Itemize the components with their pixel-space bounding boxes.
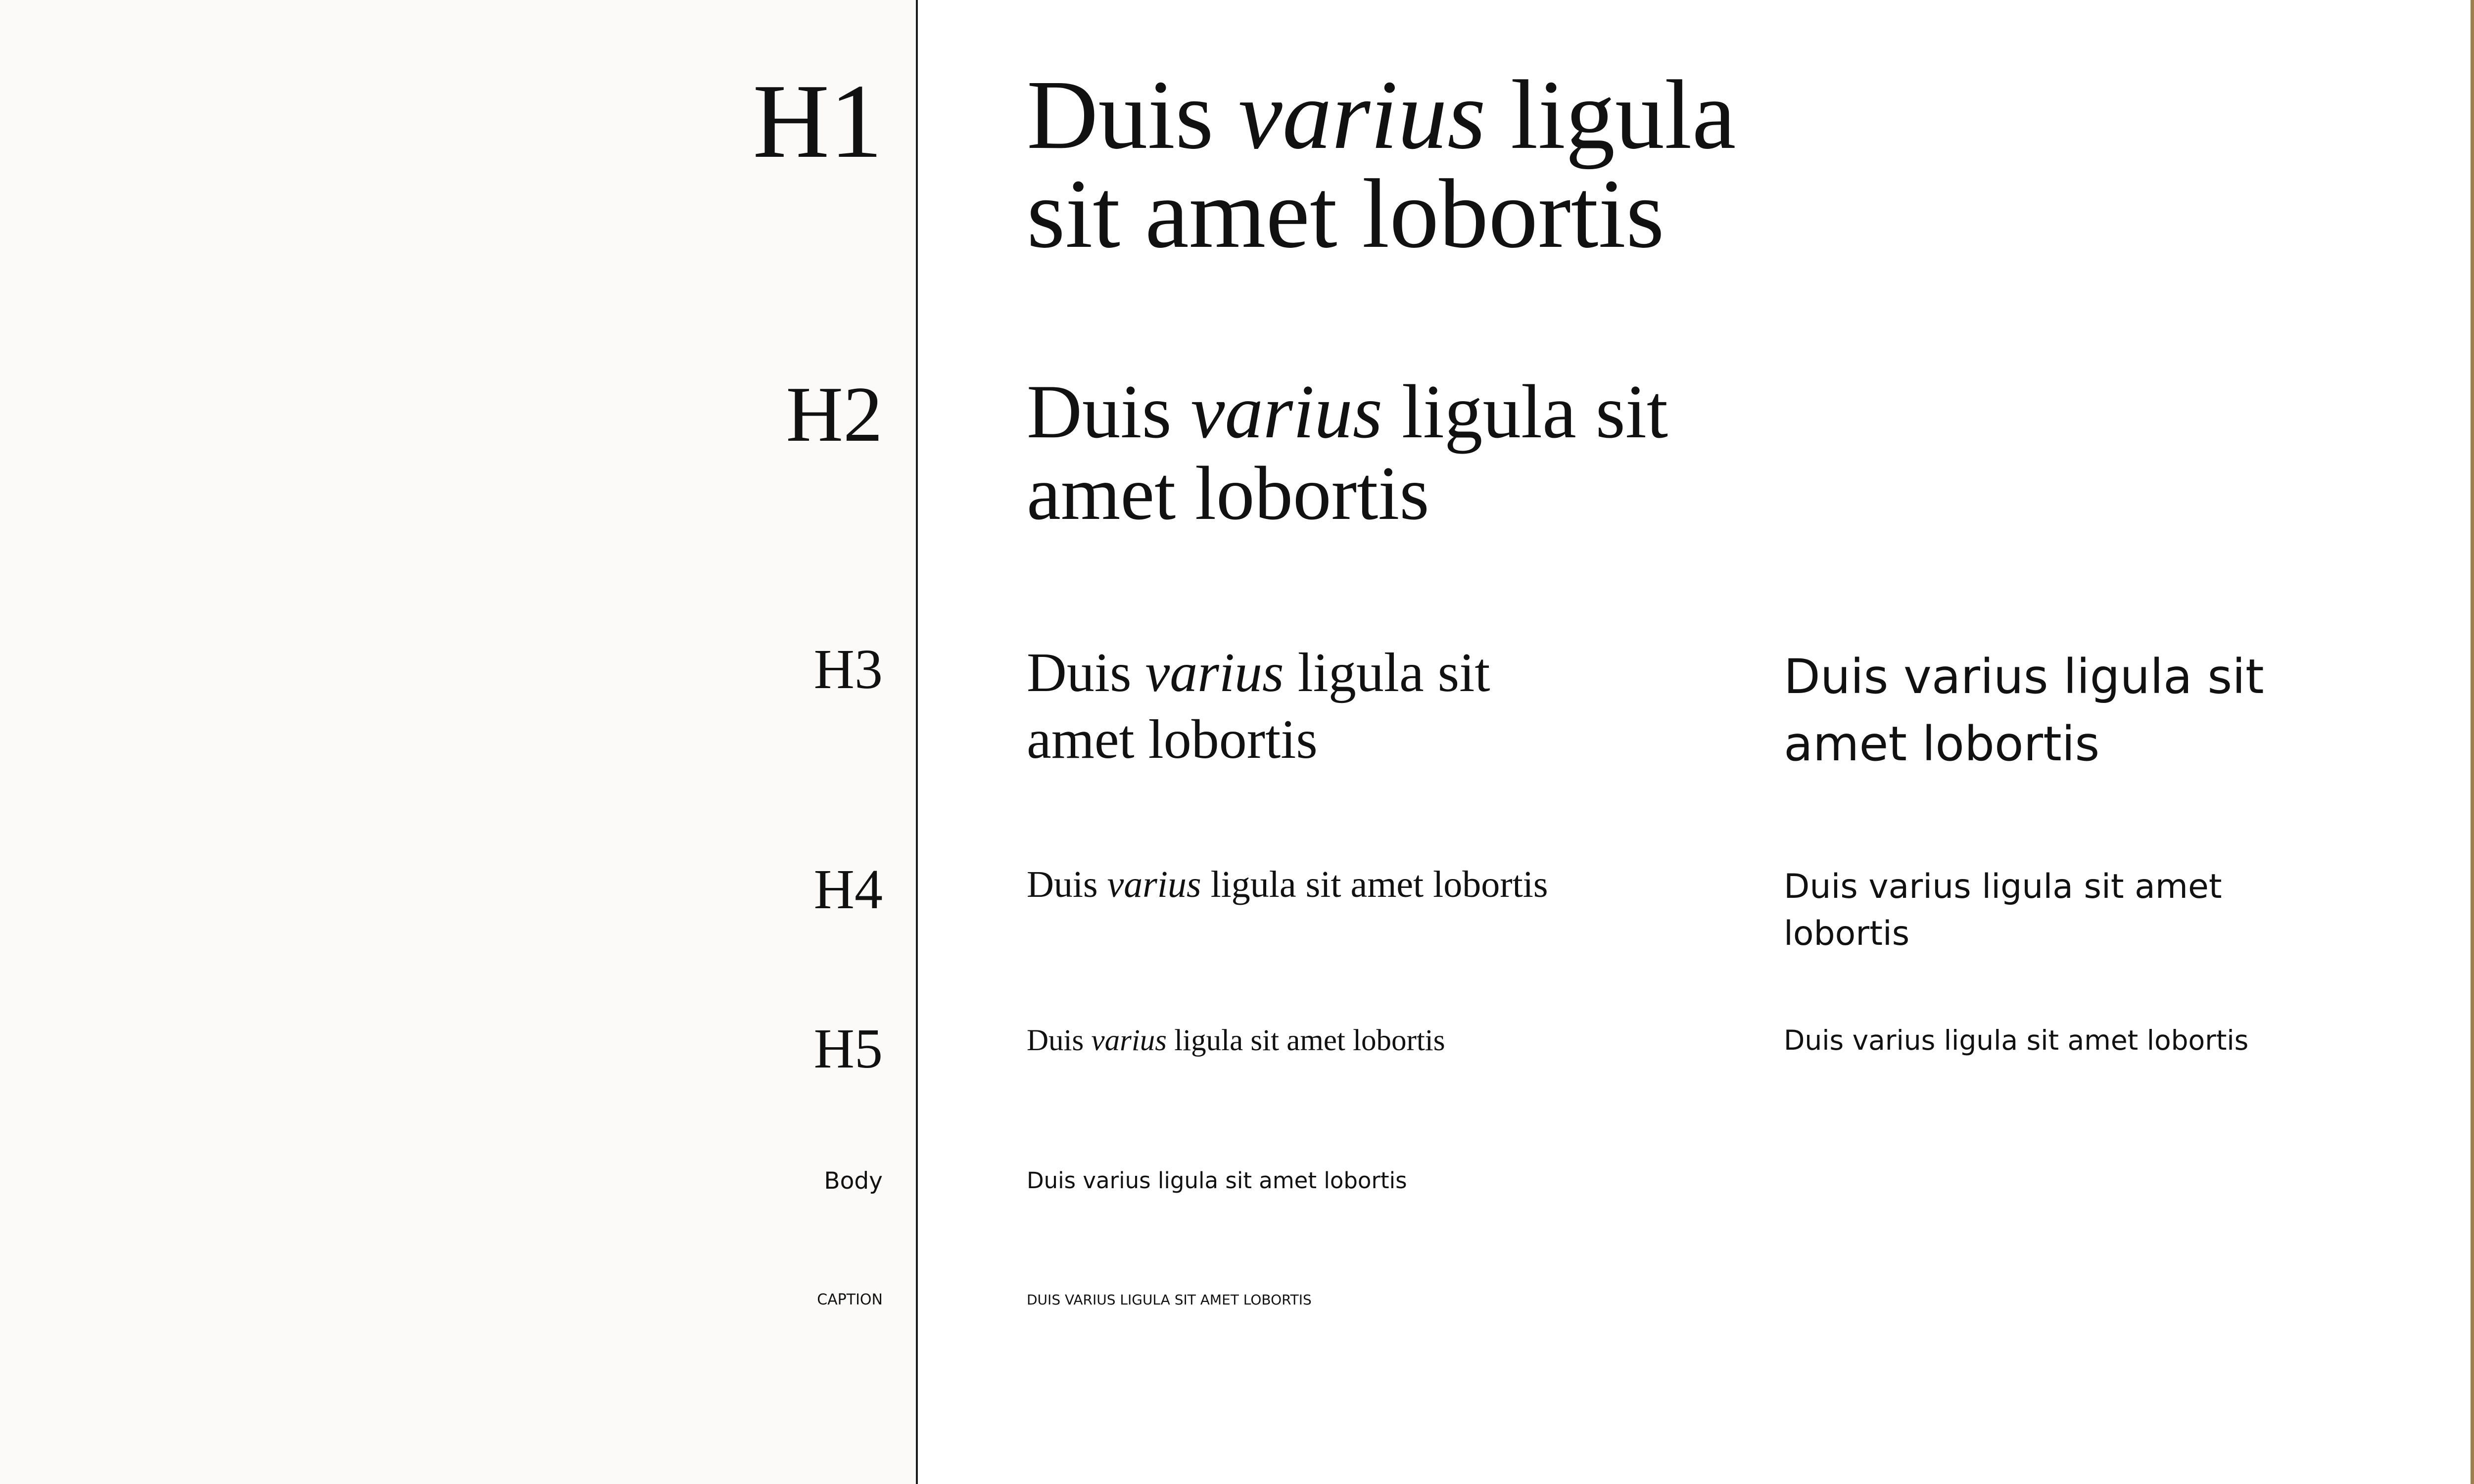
h2-serif-text-end: ligula sit	[1382, 369, 1668, 454]
h2-label: H2	[786, 370, 883, 458]
h5-serif-sample	[1027, 1022, 1445, 1059]
h2-serif-sample	[1027, 371, 1668, 534]
h4-serif-text-end: ligula sit amet lobortis	[1201, 864, 1548, 905]
caption-label: CAPTION	[817, 1291, 883, 1308]
h4-sans-sample	[1784, 863, 2222, 957]
h5-serif-text-end: ligula sit amet lobortis	[1167, 1024, 1445, 1057]
h3-serif-text: Duis	[1027, 642, 1145, 703]
body-label: Body	[824, 1167, 883, 1195]
h1-label: H1	[753, 62, 883, 180]
body-sample-line: Duis varius ligula sit amet lobortis	[1027, 1167, 1407, 1194]
h1-serif-sample	[1027, 60, 1736, 269]
h4-sans-line-1: Duis varius ligula sit amet	[1784, 867, 2222, 906]
h4-serif-italic: varius	[1107, 864, 1201, 905]
style-label-column	[0, 0, 917, 1484]
h3-serif-line-2: amet lobortis	[1027, 709, 1318, 770]
h4-label: H4	[813, 858, 883, 921]
h2-serif-text: Duis	[1027, 369, 1191, 454]
h1-serif-text: Duis	[1027, 60, 1238, 170]
h3-sans-line-2: amet lobortis	[1784, 716, 2100, 772]
h5-sans-sample	[1784, 1022, 2248, 1059]
brand-sidebar	[2471, 0, 2474, 1484]
h3-sans-sample	[1784, 643, 2264, 778]
h5-serif-italic: varius	[1091, 1024, 1167, 1057]
h5-label: H5	[813, 1017, 883, 1080]
h4-sans-line-2: lobortis	[1784, 914, 1910, 953]
h5-sans-line: Duis varius ligula sit amet lobortis	[1784, 1024, 2249, 1056]
h5-serif-text: Duis	[1027, 1024, 1092, 1057]
caption-sample-line: DUIS VARIUS LIGULA SIT AMET LOBORTIS	[1027, 1292, 1312, 1308]
h2-serif-line-2: amet lobortis	[1027, 451, 1429, 536]
h2-serif-line-1	[1027, 371, 1668, 453]
h1-serif-text-end: ligula	[1485, 60, 1736, 170]
h3-sans-line-1: Duis varius ligula sit	[1784, 649, 2264, 704]
h1-serif-italic: varius	[1238, 60, 1486, 170]
h3-serif-line-1	[1027, 640, 1490, 706]
h3-serif-italic: varius	[1145, 642, 1284, 703]
column-divider	[916, 0, 918, 1484]
h4-serif-text: Duis	[1027, 864, 1107, 905]
h2-serif-italic: varius	[1190, 369, 1383, 454]
caption-sample	[1027, 1290, 1312, 1310]
h4-serif-sample	[1027, 861, 1548, 908]
h1-serif-line-2: sit amet lobortis	[1027, 159, 1665, 269]
body-sample	[1027, 1166, 1407, 1196]
h4-serif-line	[1027, 861, 1548, 908]
h5-serif-line	[1027, 1022, 1445, 1059]
h3-label: H3	[813, 638, 883, 700]
h1-serif-line-1	[1027, 60, 1736, 170]
h3-serif-sample	[1027, 640, 1490, 773]
h3-serif-text-end: ligula sit	[1284, 642, 1490, 703]
